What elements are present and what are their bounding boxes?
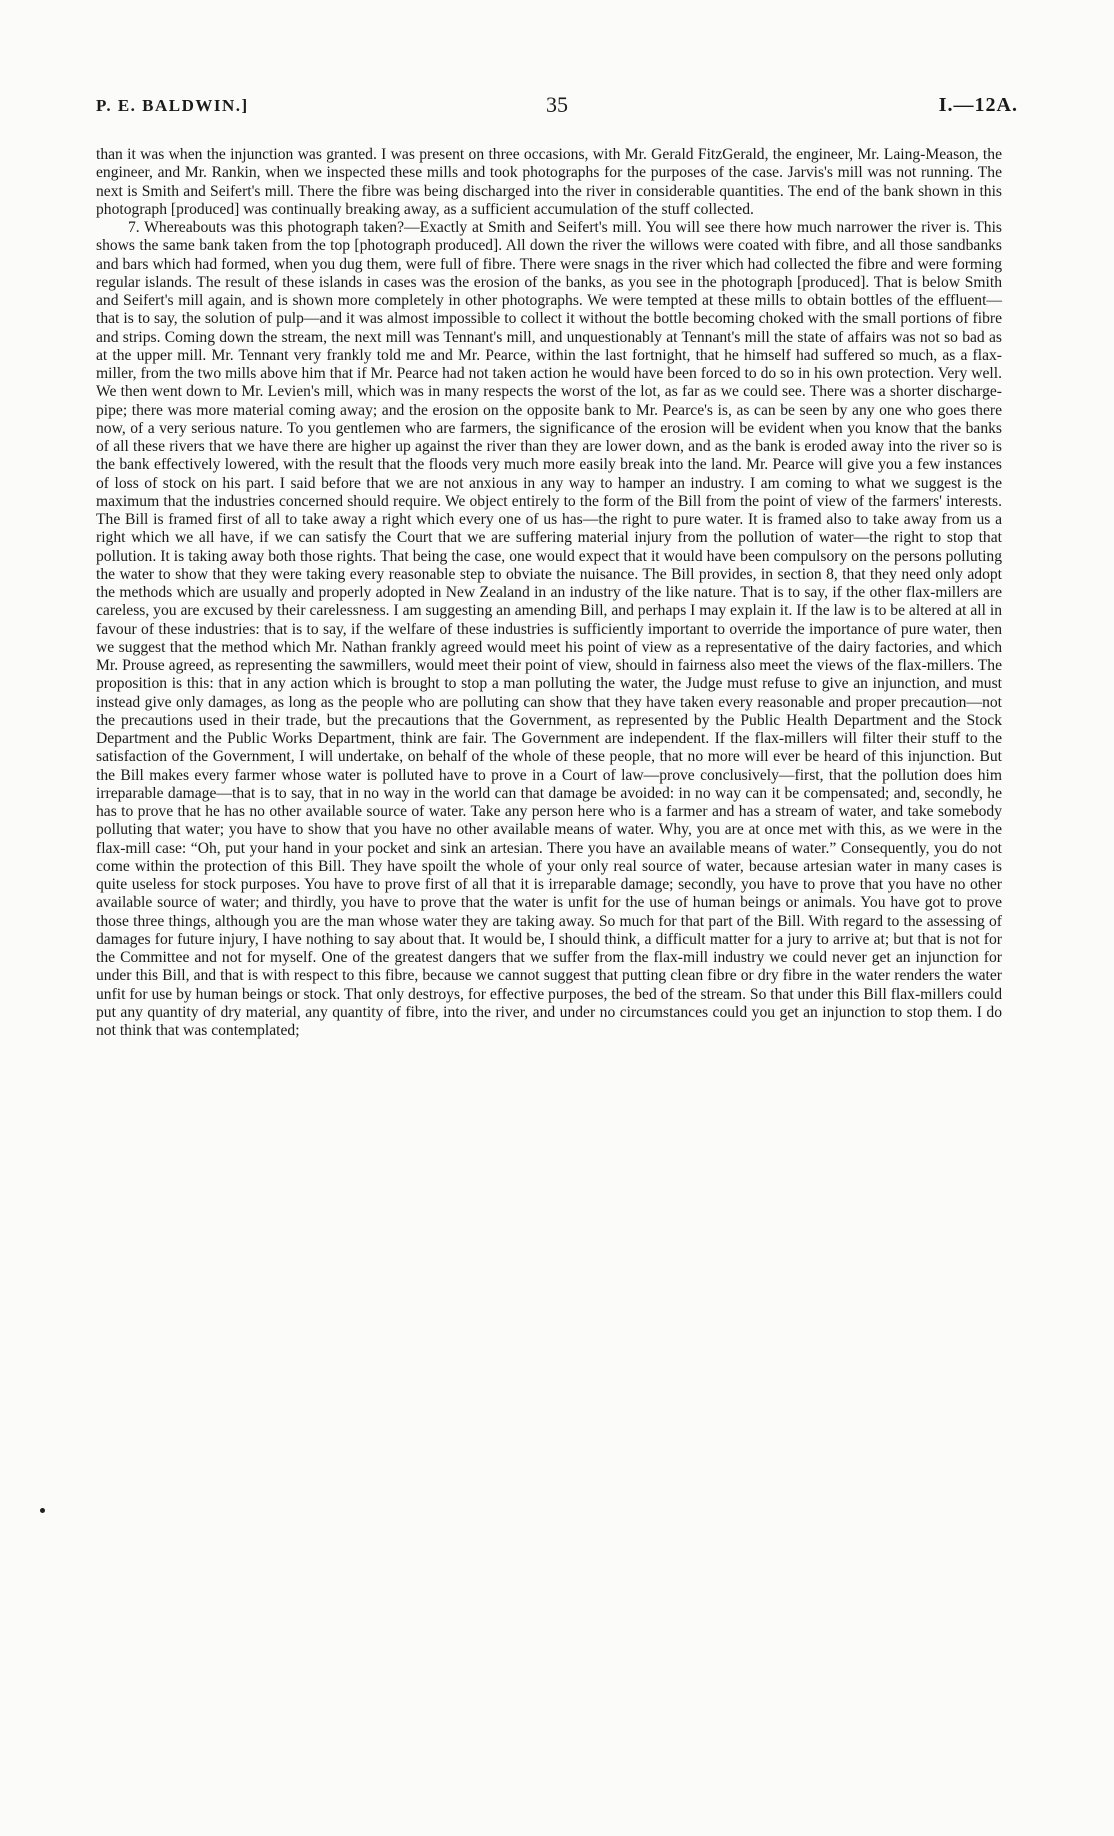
running-header <box>96 92 1018 122</box>
paragraph-question-7: 7. Whereabouts was this photograph taken?—Exactly at Smith and Seifert's mill. You will see there how much narrower the river is. This shows the same bank taken from the top [photograph produced]. All down the river the willows were coated with fibre, and all those sandbanks and bars which had formed, when you dug them, were full of fibre. There were snags in the river which had collected the fibre and were forming regular islands. The result of these islands in cases was the erosion of the banks, as you see in the photograph [produced]. That is below Smith and Seifert's mill again, and is shown more completely in other photographs. We were tempted at these mills to obtain bottles of the effluent—that is to say, the solution of pulp—and it was almost impossible to collect it without the bottle becoming choked with the small portions of fibre and strips. Coming down the stream, the next mill was Tennant's mill, and unquestionably at Tennant's mill the state of affairs was not so bad as at the upper mill. Mr. Tennant very frankly told me and Mr. Pearce, within the last fortnight, that he himself had suffered so much, as a flax-miller, from the two mills above him that if Mr. Pearce had not taken action he would have been forced to do so in his own protection. Very well. We then went down to Mr. Levien's mill, which was in many respects the worst of the lot, as far as we could see. There was a shorter discharge-pipe; there was more material coming away; and the erosion on the opposite bank to Mr. Pearce's is, as can be seen by any one who goes there now, of a very serious nature. To you gentlemen who are farmers, the significance of the erosion will be evident when you know that the banks of all these rivers that we have there are higher up against the river than they are lower down, and as the bank is eroded away into the river so is the bank effectively lowered, with the result that the floods very much more easily break into the land. Mr. Pearce will give you a few instances of loss of stock on his part. I said before that we are not anxious in any way to hamper an industry. I am coming to what we suggest is the maximum that the industries concerned should require. We object entirely to the form of the Bill from the point of view of the farmers' interests. The Bill is framed first of all to take away a right which every one of us has—the right to pure water. It is framed also to take away from us a right which we all have, if we can satisfy the Court that we are suffering material injury from the pollution of water—the right to stop that pollution. It is taking away both those rights. That being the case, one would expect that it would have been compulsory on the persons polluting the water to show that they were taking every reasonable step to obviate the nuisance. The Bill provides, in section 8, that they need only adopt the methods which are usually and properly adopted in New Zealand in an industry of the like nature. That is to say, if the other flax-millers are careless, you are excused by their carelessness. I am suggesting an amending Bill, and perhaps I may explain it. If the law is to be altered at all in favour of these industries: that is to say, if the welfare of these industries is sufficiently important to override the importance of pure water, then we suggest that the method which Mr. Nathan frankly agreed would meet his point of view as a representative of the dairy factories, and which Mr. Prouse agreed, as representing the sawmillers, would meet their point of view, should in fairness also meet the views of the flax-millers. The proposition is this: that in any action which is brought to stop a man polluting the water, the Judge must refuse to give an injunction, and must instead give only damages, as long as the people who are polluting can show that they have taken every reasonable and proper precaution—not the precautions used in their trade, but the precautions that the Government, as represented by the Public Health Department and the Stock Department and the Public Works Department, think are fair. The Government are independent. If the flax-millers will filter their stuff to the satisfaction of the Government, I will undertake, on behalf of the whole of these people, that no more will ever be heard of this injunction. But the Bill makes every farmer whose water is polluted have to prove in a Court of law—prove conclusively—first, that the pollution does him irreparable damage—that is to say, that in no way in the world can that damage be avoided: in no way can it be compensated; and, secondly, he has to prove that he has no other available source of water. Take any person here who is a farmer and has a stream of water, and take somebody polluting that water; you have to show that you have no other available means of water. Why, you are at once met with this, as we were in the flax-mill case: “Oh, put your hand in your pocket and sink an artesian. There you have an available means of water.” Consequently, you do not come within the protection of this Bill. They have spoilt the whole of your only real source of water, because artesian water in many cases is quite useless for stock purposes. You have to prove first of all that it is irreparable damage; secondly, you have to prove that you have no other available source of water; and thirdly, you have to prove that the water is unfit for the use of human beings or animals. You have got to prove those three things, although you are the man whose water they are taking away. So much for that part of the Bill. With regard to the assessing of damages for future injury, I have nothing to say about that. It would be, I should think, a difficult matter for a jury to arrive at; but that is not for the Committee and not for myself. One of the greatest dangers that we suffer from the flax-mill industry we could never get an injunction for under this Bill, and that is with respect to this fibre, because we cannot suggest that putting clean fibre or dry fibre in the water renders the water unfit for use by human beings or stock. That only destroys, for effective purposes, the bed of the stream. So that under this Bill flax-millers could put any quantity of dry material, any quantity of fibre, into the river, and under no circumstances could you get an injunction to stop them. I do not think that was contemplated; <box>96 219 1002 1039</box>
header-paper-reference: I.—12A. <box>938 94 1018 116</box>
paragraph-continuation: than it was when the injunction was granted. I was present on three occasions, with Mr. Gerald FitzGerald, the engineer, Mr. Laing-Meason, the engineer, and Mr. Rankin, when we inspected these mills and took photographs for the purposes of the case. Jarvis's mill was not running. The next is Smith and Seifert's mill. There the fibre was being discharged into the river in considerable quantities. The end of the bank shown in this photograph [produced] was continually breaking away, as a sufficient accumulation of the stuff collected. <box>96 146 1002 218</box>
body-text <box>96 146 1002 1040</box>
page-number: 35 <box>546 92 568 117</box>
margin-dot <box>40 1508 45 1513</box>
header-witness-name: P. E. BALDWIN.] <box>96 96 249 115</box>
